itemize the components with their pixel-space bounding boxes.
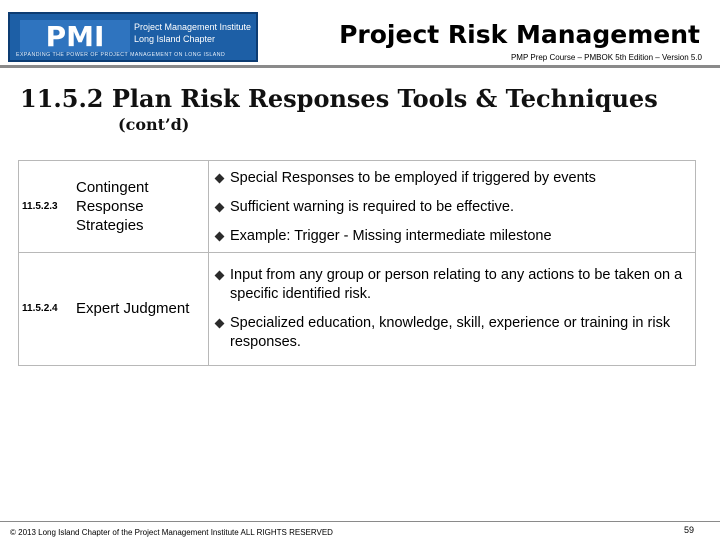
- logo-chapter-name: Long Island Chapter: [134, 34, 216, 44]
- pmi-logo-mark-text: PMI: [45, 20, 105, 52]
- bullet-text: Example: Trigger - Missing intermediate milestone: [230, 228, 552, 244]
- page-number: 59: [683, 525, 694, 535]
- slide-title: 11.5.2 Plan Risk Responses Tools & Techniques: [20, 84, 658, 113]
- footer-divider: [0, 521, 720, 522]
- table-column-divider: [208, 160, 209, 366]
- bullet-text: Specialized education, knowledge, skill, experience or training in risk responses.: [230, 315, 671, 350]
- logo-org-name: Project Management Institute: [134, 22, 252, 32]
- header-divider: [0, 65, 720, 68]
- header-title: Project Risk Management: [339, 20, 700, 49]
- row-number: 11.5.2.4: [22, 303, 58, 314]
- row-number: 11.5.2.3: [22, 201, 58, 212]
- pmi-logo: [8, 12, 258, 62]
- row-term-line: Response: [76, 198, 144, 215]
- bullet-text: Sufficient warning is required to be effective.: [230, 199, 514, 215]
- row-term-line: Contingent: [76, 179, 149, 196]
- logo-tagline: EXPANDING THE POWER OF PROJECT MANAGEMENT ON LONG ISLAND: [16, 52, 226, 58]
- bullet-text: Special Responses to be employed if triggered by events: [230, 170, 596, 186]
- table-row-divider: [18, 252, 696, 253]
- pmi-logo-mark: [20, 20, 130, 52]
- bullet-text: Input from any group or person relating to any actions to be taken on a specific identified risk.: [230, 267, 683, 302]
- slide-subtitle: (cont’d): [118, 115, 190, 134]
- row-term-line: Strategies: [76, 217, 144, 234]
- row-term-line: Expert Judgment: [76, 300, 190, 317]
- footer-copyright: © 2013 Long Island Chapter of the Project Management Institute ALL RIGHTS RESERVED: [10, 528, 333, 537]
- header-subtitle: PMP Prep Course – PMBOK 5th Edition – Version 5.0: [510, 53, 702, 62]
